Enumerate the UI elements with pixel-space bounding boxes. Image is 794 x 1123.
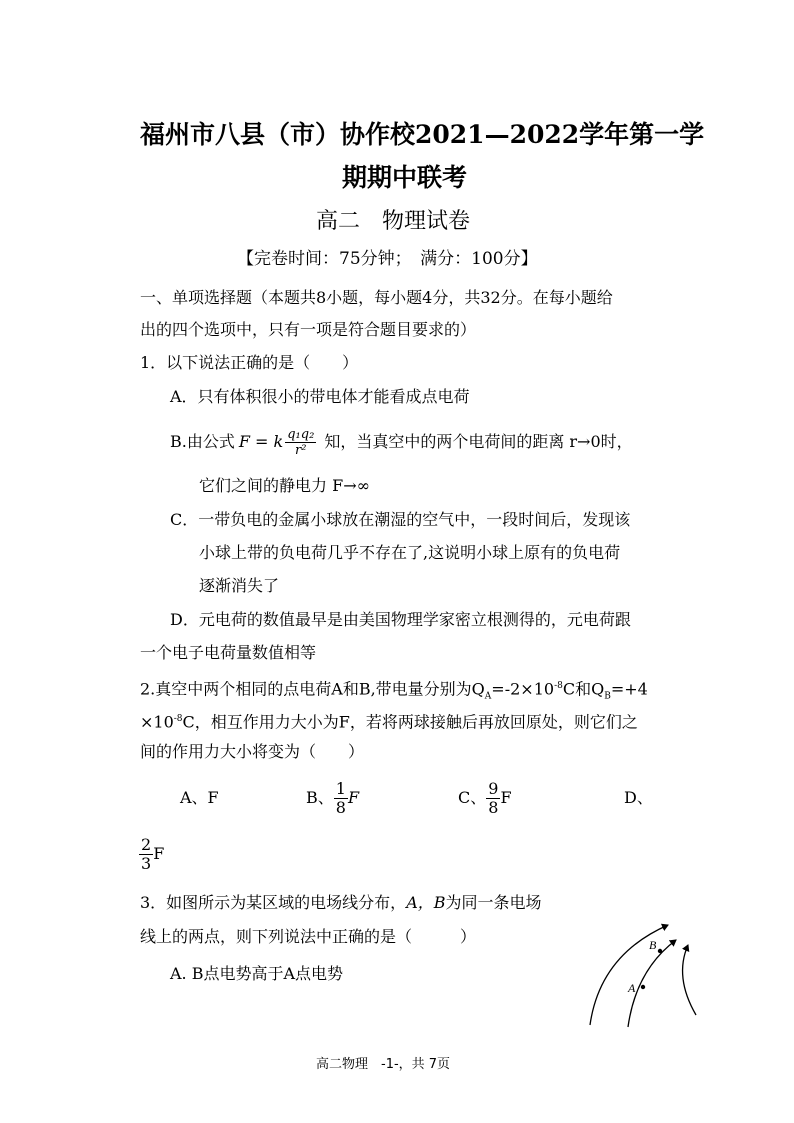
q1-formula-lhs: F = k (238, 432, 284, 451)
q2-line1-part-b: =-2×10 (491, 679, 555, 699)
q2-line2-part-b: C，相互作用力大小为F，若将两球接触后再放回原处，则它们之 (182, 712, 638, 732)
q1-stem: 1．以下说法正确的是（ ） (140, 353, 359, 372)
q1-option-c-line1: C．一带负电的金属小球放在潮湿的空气中，一段时间后，发现该 (170, 510, 631, 529)
q3-line1-part-b: 为同一条电场 (445, 893, 542, 912)
q2-line1-part-a: 2.真空中两个相同的点电荷A和B,带电量分别为Q (140, 679, 485, 699)
exam-time-info: 【完卷时间：75分钟； 满分：100分】 (237, 249, 538, 269)
q3-stem-line2: 线上的两点，则下列说法中正确的是（ ） (140, 927, 477, 946)
q2-option-b-fraction (334, 780, 348, 817)
q2-option-c-numerator: 9 (488, 778, 499, 798)
q2-option-c-unit: F (500, 788, 512, 807)
q2-option-b-numerator: 1 (335, 778, 346, 798)
q2-line1-sub-a: A (484, 691, 492, 702)
q2-option-d (139, 832, 164, 876)
q3-option-a: A. B点电势高于A点电势 (170, 964, 344, 983)
section1-intro-line2: 出的四个选项中，只有一项是符合题目要求的） (140, 320, 477, 339)
q3-line1-part-a: 3．如图所示为某区域的电场线分布， (140, 893, 407, 912)
q2-option-b-unit: F (347, 788, 360, 807)
q2-stem-line3: 间的作用力大小将变为（ ） (140, 742, 365, 761)
q2-option-c-label: C、 (458, 788, 487, 807)
point-b-label: B (649, 938, 657, 952)
q1-option-b-line2: 它们之间的静电力 F→∞ (199, 476, 370, 495)
q2-line2-sup: -8 (173, 714, 183, 724)
q1-formula-denominator: r² (295, 442, 307, 458)
q2-option-d-unit: F (153, 844, 165, 863)
q1-option-d-line2: 一个电子电荷量数值相等 (140, 643, 317, 662)
q2-line1-sup-b: -8 (554, 681, 563, 691)
exam-title-line2: 期期中联考 (342, 163, 468, 192)
q3-stem-line1 (140, 893, 542, 913)
q1-option-d-line1: D．元电荷的数值最早是由美国物理学家密立根测得的，元电荷跟 (170, 610, 631, 629)
point-a-label: A (628, 981, 636, 995)
exam-subtitle: 高二 物理试卷 (316, 209, 471, 234)
q2-option-d-fraction (139, 836, 153, 873)
q1-option-b-suffix: 知，当真空中的两个电荷间的距离 r→0时， (324, 432, 633, 451)
q2-option-b (306, 776, 359, 820)
exam-title-line1: 福州市八县（市）协作校2021—2022学年第一学 (140, 120, 705, 149)
q2-option-c (458, 776, 512, 820)
q1-option-b-prefix: B.由公式 (170, 432, 235, 451)
point-b-marker (658, 949, 662, 953)
electric-field-figure (580, 915, 710, 1030)
q1-option-c-line3: 逐渐消失了 (199, 576, 280, 595)
q2-stem-line1 (140, 676, 648, 707)
q2-line1-part-d: =+4 (610, 679, 648, 699)
point-a-marker (641, 985, 645, 989)
q1-formula-fraction (285, 427, 316, 458)
q2-stem-line2 (140, 709, 638, 732)
q2-option-c-fraction (486, 780, 500, 817)
q2-option-d-numerator: 2 (141, 834, 152, 854)
q2-option-b-label: B、 (306, 788, 334, 807)
q1-option-b (170, 422, 633, 462)
section1-intro-line1: 一、单项选择题（本题共8小题，每小题4分，共32分。在每小题给 (140, 288, 613, 307)
q2-option-c-denominator: 8 (488, 797, 499, 817)
q2-option-d-denominator: 3 (141, 853, 152, 873)
q1-formula-numerator: q₁q₂ (287, 426, 315, 442)
q2-option-b-denominator: 8 (335, 797, 346, 817)
q2-option-d-label: D、 (624, 788, 653, 807)
q3-line1-italic: A，B (406, 893, 446, 912)
q2-line1-part-c: C和Q (562, 679, 605, 699)
q1-option-a: A．只有体积很小的带电体才能看成点电荷 (170, 387, 470, 406)
field-line-right (683, 945, 696, 1015)
page-footer: 高二物理 -1-，共 7页 (316, 1057, 451, 1072)
q2-option-a: A、F (180, 788, 219, 807)
q2-line2-part-a: ×10 (140, 712, 174, 732)
q2-line1-sub-c: B (604, 691, 611, 702)
q1-option-c-line2: 小球上带的负电荷几乎不存在了,这说明小球上原有的负电荷 (199, 543, 621, 562)
